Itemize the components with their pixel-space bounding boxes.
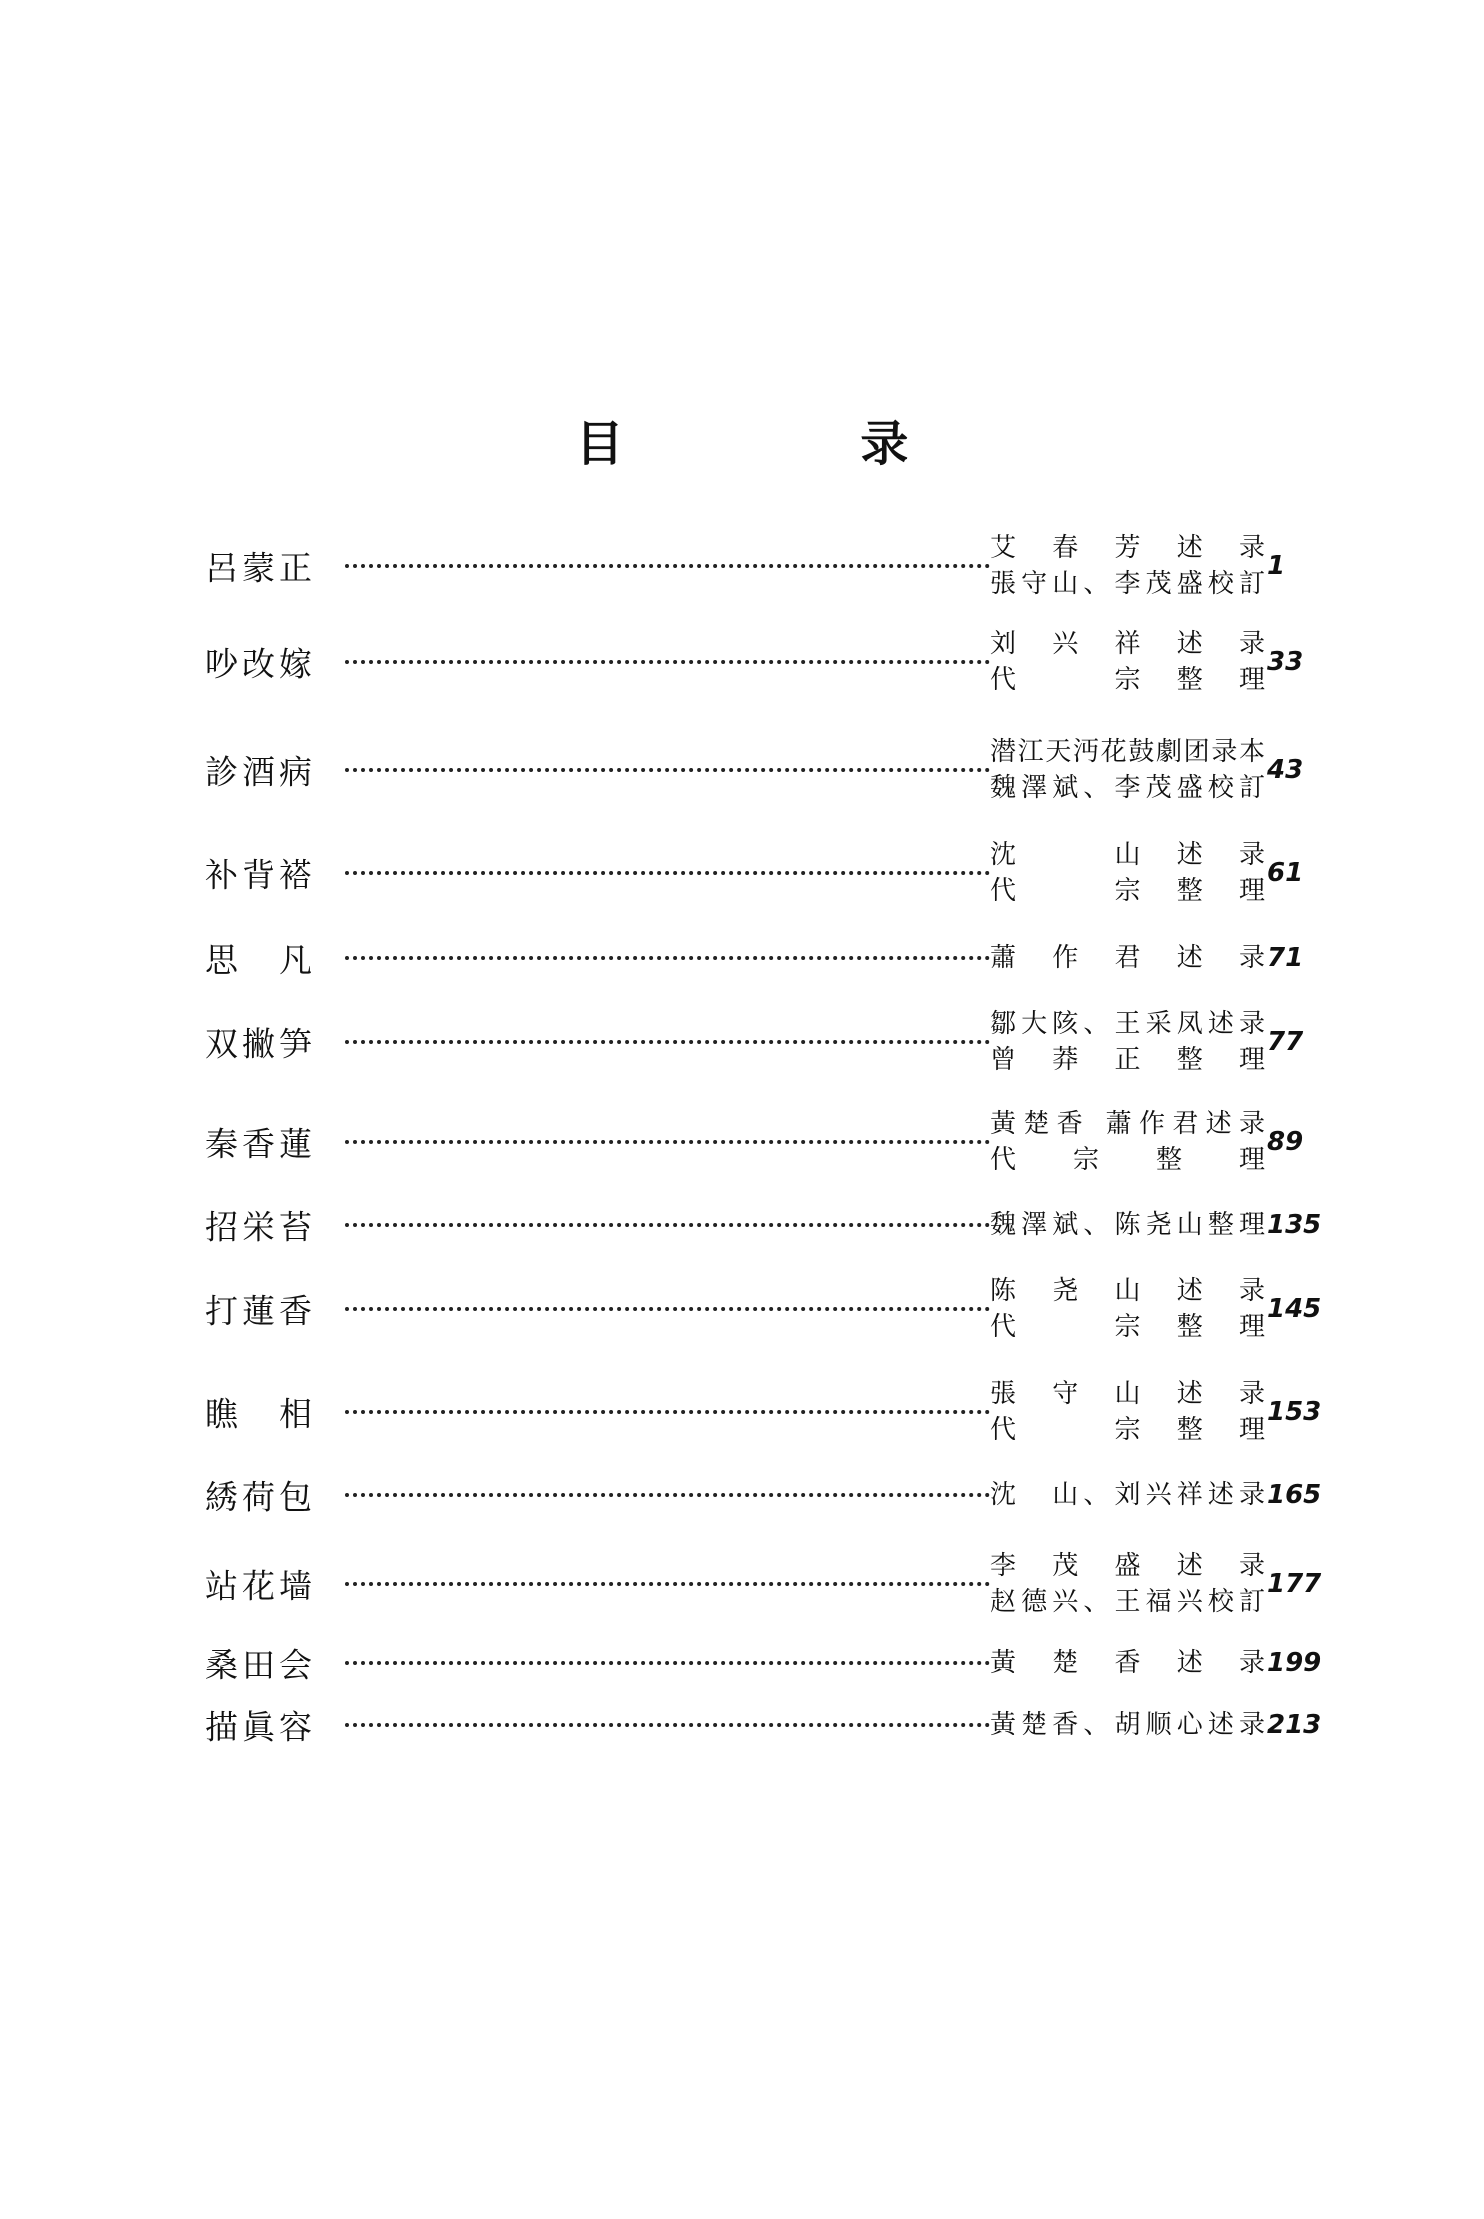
entry-title: 描眞容 (205, 1707, 316, 1747)
entry-title: 站花墙 (205, 1566, 316, 1606)
credit-line: 潜江天沔花鼓劇团录本 (990, 737, 1265, 767)
dot-leader (345, 660, 990, 664)
entry-title: 补背褡 (205, 855, 316, 895)
page-number: 145 (1267, 1294, 1322, 1324)
toc-entry (205, 526, 1325, 606)
credit-line: 曾 莽 正 整 理 (990, 1045, 1265, 1075)
toc-entry (205, 622, 1325, 702)
credit-line: 沈 山述录 (990, 840, 1265, 870)
credit-line: 黃楚香述录 (990, 1648, 1265, 1678)
dot-leader (345, 1410, 990, 1414)
entry-credit (990, 1707, 1265, 1743)
dot-leader (345, 564, 990, 568)
toc-entry (205, 1455, 1325, 1535)
page-number: 135 (1267, 1210, 1322, 1240)
page-number: 33 (1267, 647, 1304, 677)
entry-credit (990, 1548, 1265, 1620)
dot-leader (345, 1582, 990, 1586)
toc-entry (205, 1185, 1325, 1265)
dot-leader (345, 1307, 990, 1311)
entry-title: 診酒病 (205, 752, 316, 792)
credit-line: 代 宗整理 (990, 876, 1265, 906)
credit-line: 黃楚香、胡顺心述录 (990, 1710, 1265, 1740)
toc-entry (205, 1102, 1325, 1182)
entry-credit (990, 1645, 1265, 1681)
entry-credit (990, 1273, 1265, 1345)
credit-line: 張守山、李茂盛校訂 (990, 569, 1265, 599)
entry-title: 呂蒙正 (205, 548, 316, 588)
dot-leader (345, 1723, 990, 1727)
dot-leader (345, 1661, 990, 1665)
entry-title: 吵改嫁 (205, 644, 316, 684)
entry-title: 打蓮香 (205, 1291, 316, 1331)
credit-line: 代 宗整理 (990, 1312, 1265, 1342)
entry-credit (990, 530, 1265, 602)
dot-leader (345, 1223, 990, 1227)
dot-leader (345, 1040, 990, 1044)
toc-entry (205, 1544, 1325, 1624)
entry-credit (990, 734, 1265, 806)
page-number: 89 (1267, 1127, 1304, 1157)
dot-leader (345, 1493, 990, 1497)
page-number: 199 (1267, 1648, 1322, 1678)
page-number: 213 (1267, 1710, 1322, 1740)
page-number: 71 (1267, 943, 1304, 973)
toc-entry (205, 833, 1325, 913)
entry-title: 桑田会 (205, 1645, 316, 1685)
credit-line: 蕭作君述录 (990, 943, 1265, 973)
entry-credit (990, 1106, 1265, 1178)
credit-line: 張守山述录 (990, 1379, 1265, 1409)
credit-line: 赵德兴、王福兴校訂 (990, 1587, 1265, 1617)
page-title: 目 录 (575, 416, 1019, 472)
entry-credit (990, 1477, 1265, 1513)
credit-line: 陈尧山述录 (990, 1276, 1265, 1306)
toc-entry (205, 918, 1325, 998)
entry-credit (990, 1006, 1265, 1078)
toc-entry (205, 1685, 1325, 1765)
entry-title: 思 凡 (205, 940, 316, 980)
page-number: 177 (1267, 1569, 1322, 1599)
entry-title: 瞧 相 (205, 1394, 316, 1434)
toc-entry (205, 1372, 1325, 1452)
credit-line: 黃楚香 蕭作君述录 (990, 1109, 1265, 1139)
entry-title: 双撇笋 (205, 1024, 316, 1064)
entry-title: 秦香蓮 (205, 1124, 316, 1164)
dot-leader (345, 1140, 990, 1144)
credit-line: 魏澤斌、陈尧山整理 (990, 1210, 1265, 1240)
entry-credit (990, 1207, 1265, 1243)
toc-entry (205, 730, 1325, 810)
page-number: 153 (1267, 1397, 1322, 1427)
credit-line: 鄒大陔、王采凤述录 (990, 1009, 1265, 1039)
page-number: 61 (1267, 858, 1304, 888)
entry-title: 綉荷包 (205, 1477, 316, 1517)
page-number: 165 (1267, 1480, 1322, 1510)
toc-entry (205, 1269, 1325, 1349)
page-number: 1 (1267, 551, 1286, 581)
entry-title: 招栄苔 (205, 1207, 316, 1247)
credit-line: 沈 山、刘兴祥述录 (990, 1480, 1265, 1510)
page-number: 43 (1267, 755, 1304, 785)
credit-line: 艾 春 芳 述 录 (990, 533, 1265, 563)
credit-line: 魏澤斌、李茂盛校訂 (990, 773, 1265, 803)
credit-line: 刘兴祥述录 (990, 629, 1265, 659)
entry-credit (990, 626, 1265, 698)
credit-line: 代 宗 整 理 (990, 1145, 1265, 1175)
entry-credit (990, 837, 1265, 909)
entry-credit (990, 940, 1265, 976)
toc-entry (205, 1002, 1325, 1082)
credit-line: 代 宗整理 (990, 665, 1265, 695)
entry-credit (990, 1376, 1265, 1448)
credit-line: 代 宗整理 (990, 1415, 1265, 1445)
dot-leader (345, 956, 990, 960)
page-number: 77 (1267, 1027, 1304, 1057)
dot-leader (345, 871, 990, 875)
dot-leader (345, 768, 990, 772)
credit-line: 李 茂 盛 述 录 (990, 1551, 1265, 1581)
